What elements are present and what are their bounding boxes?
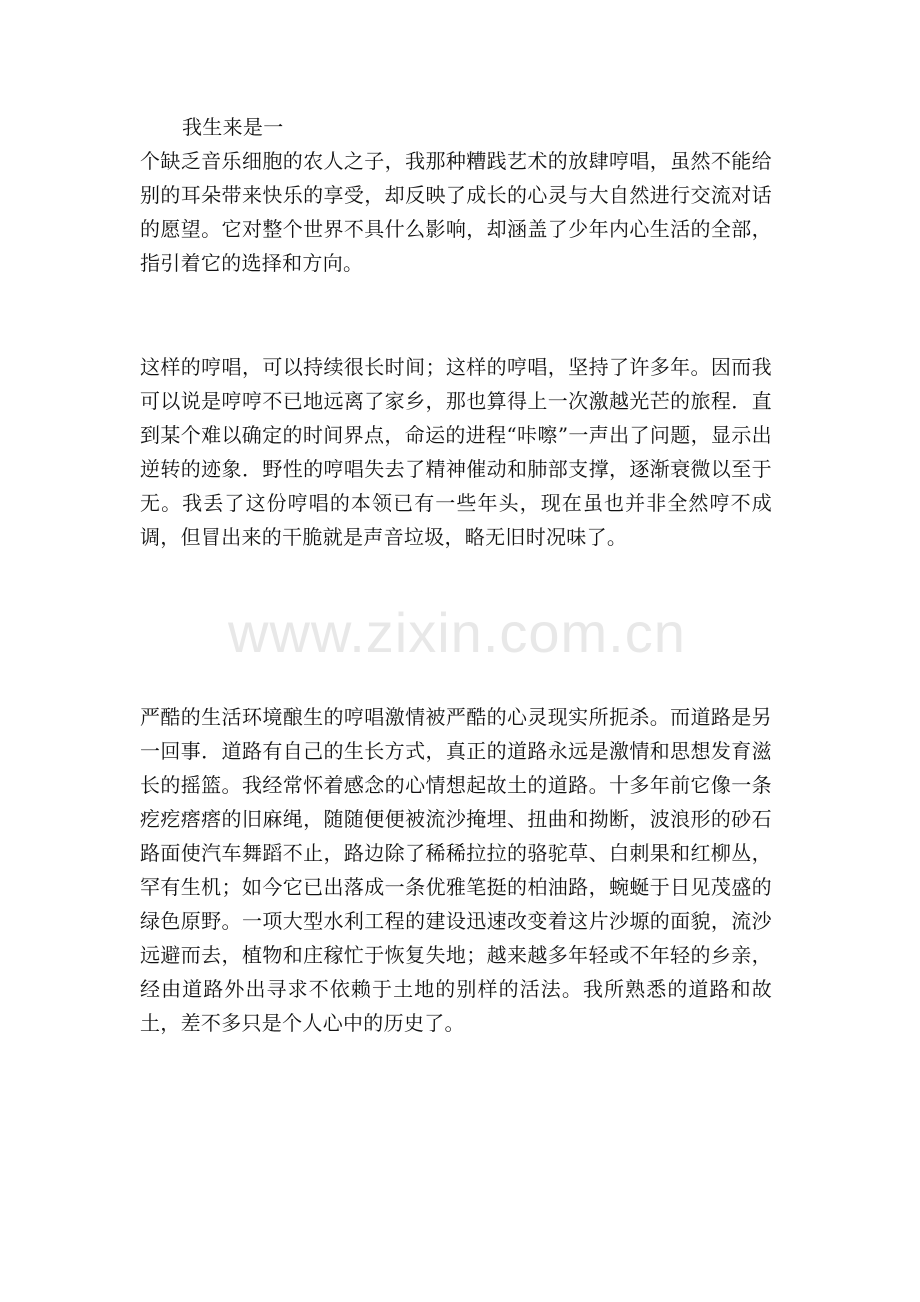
paragraph-2-text: 这样的哼唱，可以持续很长时间；这样的哼唱，坚持了许多年。因而我可以说是哼哼不已地远离了家乡，那也算得上一次激越光芒的旅程．直到某个难以确定的时间界点，命运的进程“咔嚓”一声出了问题，显示出逆转的迹象．野性的哼唱失去了精神催动和肺部支撑，逐渐衰微以至于无。我丢了这份哼唱的本领已有一些年头，现在虽也并非全然哼不成调，但冒出来的干脆就是声音垃圾，略无旧时况味了。 [140,355,772,549]
paragraph-3-text: 严酷的生活环境酿生的哼唱激情被严酷的心灵现实所扼杀。而道路是另一回事．道路有自己的生长方式，真正的道路永远是激情和思想发育滋长的摇篮。我经常怀着感念的心情想起故土的道路。十多年前它像一条疙疙瘩瘩的旧麻绳，随随便便被流沙掩埋、扭曲和拗断，波浪形的砂石路面使汽车舞蹈不止，路边除了稀稀拉拉的骆驼草、白刺果和红柳丛，罕有生机；如今它已出落成一条优雅笔挺的柏油路，蜿蜒于日见茂盛的绿色原野。一项大型水利工程的建设迅速改变着这片沙塬的面貌，流沙远避而去，植物和庄稼忙于恢复失地；越来越多年轻或不年轻的乡亲，经由道路外出寻求不依赖于土地的别样的活法。我所熟悉的道路和故土，差不多只是个人心中的历史了。 [140,705,772,1035]
paragraph-1-text: 个缺乏音乐细胞的农人之子，我那种糟践艺术的放肆哼唱，虽然不能给别的耳朵带来快乐的享受，却反映了成长的心灵与大自然进行交流对话的愿望。它对整个世界不具什么影响，却涵盖了少年内心生活的全部，指引着它的选择和方向。 [140,149,772,275]
paragraph-1-first-line: 我生来是一 [182,115,284,139]
paragraph-2 [140,350,772,554]
paragraph-3 [140,700,772,1040]
watermark: www.zixin.com.cn [228,601,686,664]
paragraph-1 [140,110,772,280]
